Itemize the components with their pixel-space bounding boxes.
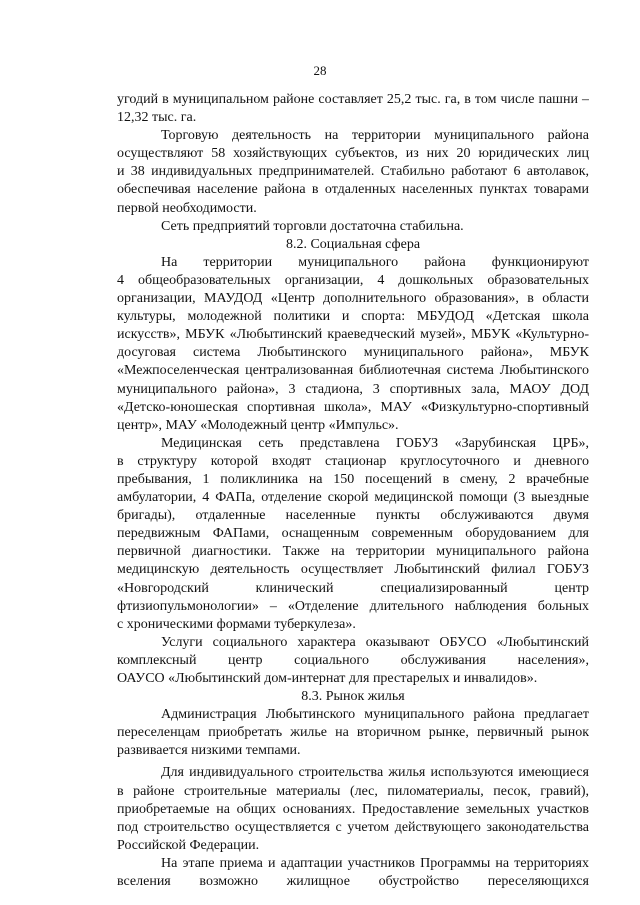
text-line: угодий в муниципальном районе составляет 25,2 тыс. га, в том числе пашни – [117,92,589,107]
text-line: ОАУСО «Любытинский дом-интернат для престарелых и инвалидов». [117,671,538,686]
text-line: На этапе приема и адаптации участников Программы на территориях [161,855,589,871]
text-line: Для индивидуального строительства жилья используются имеющиеся [161,765,589,781]
text-line: приобретаемые на общих основаниях. Предоставление земельных участков [117,801,589,817]
section-heading: 8.2. Социальная сфера [285,236,421,252]
text-line: пребывания, 1 поликлиника на 150 посещений в смену, 2 врачебные [117,471,589,487]
text-line: первой необходимости. [117,200,257,216]
text-line: бригады), отдаленные населенные пункты обслуживаются двумя [117,508,589,524]
text-line: осуществляют 58 хозяйствующих субъектов, из них 20 юридических лиц [117,146,589,162]
text-line: передвижным ФАПами, оснащенным современным оборудованием для [117,526,589,542]
text-line: и 38 индивидуальных предпринимателей. Стабильно работают 6 автолавок, [117,164,589,180]
text-line: «Новгородский клинический специализированный центр [117,580,589,596]
text-line: в структуру которой входят стационар круглосуточного и дневного [117,453,589,469]
text-line: переселенцам приобретать жилье на вторичном рынке, первичный рынок [117,725,589,741]
text-line: На территории муниципального района функционируют [161,254,589,270]
page-number: 28 [313,63,327,78]
text-line: амбулатории, 4 ФАПа, отделение скорой медицинской помощи (3 выездные [117,490,589,506]
text-line: 4 общеобразовательных организации, 4 дошкольных образовательных [117,272,589,288]
text-line: искусств», МБУК «Любытинский краеведческий музей», МБУК «Культурно- [117,327,589,343]
text-line: Российской Федерации. [117,837,260,853]
text-line: Торговую деятельность на территории муниципального района [161,128,589,144]
text-line: центр», МАУ «Молодежный центр «Импульс». [117,417,399,433]
text-line: первичной диагностики. Также на территории муниципального района [117,544,589,560]
text-line: Сеть предприятий торговли достаточна стабильна. [161,218,464,234]
text-line: под строительство осуществляется с учетом действующего законодательства [117,819,589,835]
text-line: «Межпоселенческая централизованная библиотечная система Любытинского [117,363,589,379]
text-line: с хроническими формами туберкулеза». [117,616,356,632]
section-heading: 8.3. Рынок жилья [301,689,405,705]
text-line: организации, МАУДОД «Центр дополнительного образования», в области [117,291,589,307]
text-line: комплексный центр социального обслуживания населения», [117,652,589,668]
text-line: «Детско-юношеская спортивная школа», МАУ «Физкультурно-спортивный [117,399,589,415]
text-line: культуры, молодежной политики и спорта: МБУДОД «Детская школа [117,309,589,325]
text-line: в районе строительные материалы (лес, пиломатериалы, песок, гравий), [117,783,589,799]
text-line: досуговая система Любытинского муниципального района», МБУК [117,345,589,361]
text-line: фтизиопульмонологии» – «Отделение длительного наблюдения больных [117,598,589,614]
text-line: Администрация Любытинского муниципального района предлагает [161,707,589,723]
text-line: Услуги социального характера оказывают ОБУСО «Любытинский [161,634,589,650]
document-body [117,91,589,891]
text-line: обеспечивая население района в отдаленных населенных пунктах товарами [117,182,589,198]
text-line: развивается низкими темпами. [117,743,301,759]
text-line: муниципального района», 3 стадиона, 3 спортивных зала, МАОУ ДОД [117,381,589,397]
text-line: медицинскую деятельность осуществляет Любытинский филиал ГОБУЗ [117,562,589,578]
text-line: вселения возможно жилищное обустройство переселяющихся [117,874,589,890]
text-line: 12,32 тыс. га. [117,110,197,126]
text-line: Медицинская сеть представлена ГОБУЗ «Зарубинская ЦРБ», [161,435,589,451]
